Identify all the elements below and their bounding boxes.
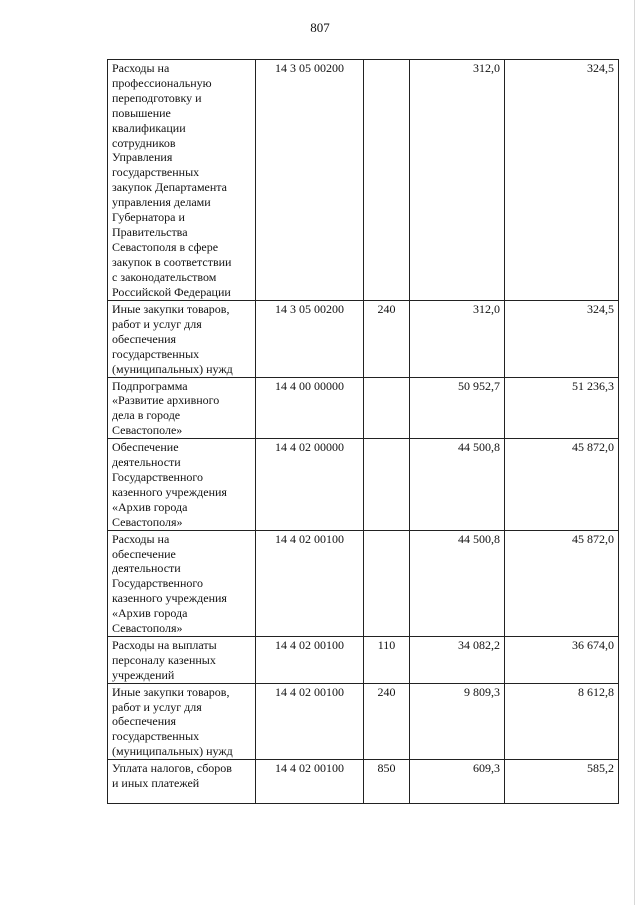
row-name-cell <box>108 530 256 636</box>
row-value1-cell: 312,0 <box>410 60 505 301</box>
row-name-line: Иные закупки товаров, <box>112 684 230 699</box>
row-name-line: обеспечение <box>112 546 176 561</box>
row-value1-cell: 609,3 <box>410 760 505 804</box>
row-name-line: Расходы на выплаты <box>112 637 217 652</box>
row-name-line: казенного учреждения <box>112 591 227 606</box>
row-name-line: повышение <box>112 105 171 120</box>
row-value2-cell: 36 674,0 <box>505 636 619 683</box>
row-name-cell <box>108 636 256 683</box>
table-row <box>108 530 619 636</box>
row-expense-type-cell <box>364 60 410 301</box>
row-expense-type-cell: 850 <box>364 760 410 804</box>
row-value1-cell: 34 082,2 <box>410 636 505 683</box>
budget-table <box>107 59 619 804</box>
row-name-line: Севастополя в сфере <box>112 239 219 254</box>
row-name-line: персоналу казенных <box>112 652 216 667</box>
row-name-cell <box>108 439 256 530</box>
row-value1-cell: 44 500,8 <box>410 439 505 530</box>
row-code-cell: 14 4 02 00100 <box>256 636 364 683</box>
row-value1-cell: 312,0 <box>410 301 505 378</box>
row-name-line: Севастополя» <box>112 514 183 529</box>
row-name-line: государственных <box>112 346 200 361</box>
row-expense-type-cell <box>364 377 410 439</box>
row-name-line: квалификации <box>112 120 186 135</box>
row-value2-cell: 45 872,0 <box>505 439 619 530</box>
row-name-line: (муниципальных) нужд <box>112 744 233 759</box>
row-name-line: (муниципальных) нужд <box>112 361 233 376</box>
row-name-line: с законодательством <box>112 269 217 284</box>
row-name-line: Губернатора и <box>112 210 185 225</box>
row-name-cell <box>108 377 256 439</box>
row-value2-cell: 324,5 <box>505 301 619 378</box>
table-row <box>108 439 619 530</box>
row-code-cell: 14 4 02 00100 <box>256 530 364 636</box>
row-name-line: государственных <box>112 165 200 180</box>
row-value2-cell: 8 612,8 <box>505 683 619 760</box>
row-name-line: обеспечения <box>112 714 177 729</box>
row-expense-type-cell: 110 <box>364 636 410 683</box>
row-name-line: управления делами <box>112 195 211 210</box>
row-name-line: Севастополе» <box>112 423 183 438</box>
row-name-line: закупок в соответствии <box>112 254 232 269</box>
row-name-line: дела в городе <box>112 408 181 423</box>
row-name-cell <box>108 683 256 760</box>
table-row <box>108 760 619 804</box>
row-name-line: деятельности <box>112 455 181 470</box>
row-code-cell: 14 3 05 00200 <box>256 301 364 378</box>
row-name-line: обеспечения <box>112 331 177 346</box>
row-name-line: работ и услуг для <box>112 316 202 331</box>
row-name-line: Севастополя» <box>112 621 183 636</box>
row-name-line: работ и услуг для <box>112 699 202 714</box>
row-code-cell: 14 4 02 00100 <box>256 760 364 804</box>
table-row <box>108 636 619 683</box>
row-value1-cell: 50 952,7 <box>410 377 505 439</box>
row-name-line: сотрудников <box>112 135 176 150</box>
row-name-line: Обеспечение <box>112 440 179 455</box>
row-name-line: казенного учреждения <box>112 484 227 499</box>
row-name-line: Иные закупки товаров, <box>112 302 230 316</box>
row-name-cell <box>108 301 256 378</box>
row-code-cell: 14 3 05 00200 <box>256 60 364 301</box>
scan-edge-line <box>634 0 635 905</box>
row-name-line: учреждений <box>112 667 175 682</box>
row-value2-cell: 51 236,3 <box>505 377 619 439</box>
row-name-cell <box>108 760 256 804</box>
row-name-line: «Архив города <box>112 606 188 621</box>
row-value2-cell: 45 872,0 <box>505 530 619 636</box>
row-name-line: Государственного <box>112 469 203 484</box>
row-value2-cell: 585,2 <box>505 760 619 804</box>
row-code-cell: 14 4 02 00000 <box>256 439 364 530</box>
row-name-line: переподготовку и <box>112 90 202 105</box>
page-number: 807 <box>310 20 330 35</box>
row-name-line: «Архив города <box>112 499 188 514</box>
table-row <box>108 301 619 378</box>
table-row <box>108 377 619 439</box>
row-name-line: Государственного <box>112 576 203 591</box>
row-expense-type-cell <box>364 439 410 530</box>
row-name-cell <box>108 60 256 301</box>
table-row <box>108 60 619 301</box>
row-expense-type-cell: 240 <box>364 301 410 378</box>
table-row <box>108 683 619 760</box>
row-name-line: деятельности <box>112 561 181 576</box>
row-expense-type-cell <box>364 530 410 636</box>
row-value1-cell: 9 809,3 <box>410 683 505 760</box>
row-name-line: профессиональную <box>112 75 212 90</box>
row-name-line: «Развитие архивного <box>112 393 220 408</box>
row-name-line: Подпрограмма <box>112 378 188 393</box>
row-value1-cell: 44 500,8 <box>410 530 505 636</box>
row-name-line: Правительства <box>112 224 188 239</box>
row-value2-cell: 324,5 <box>505 60 619 301</box>
row-name-line: Российской Федерации <box>112 284 231 299</box>
row-name-line: государственных <box>112 729 200 744</box>
row-expense-type-cell: 240 <box>364 683 410 760</box>
row-name-line: Управления <box>112 150 173 165</box>
row-name-line: Расходы на <box>112 531 170 546</box>
row-code-cell: 14 4 00 00000 <box>256 377 364 439</box>
row-name-line: Уплата налогов, сборов <box>112 761 232 776</box>
row-name-line: закупок Департамента <box>112 180 228 195</box>
row-name-line: и иных платежей <box>112 776 200 791</box>
row-name-line: Расходы на <box>112 61 170 75</box>
table-body <box>108 60 619 804</box>
row-code-cell: 14 4 02 00100 <box>256 683 364 760</box>
